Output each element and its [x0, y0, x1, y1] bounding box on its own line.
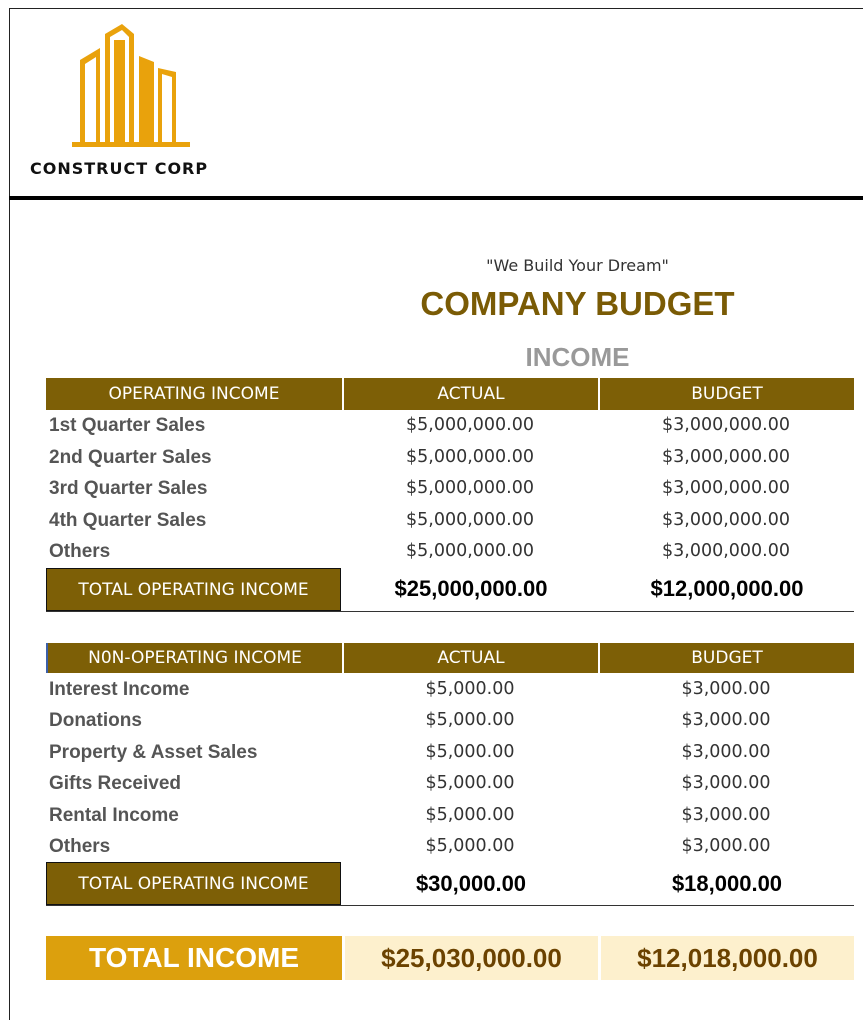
operating-row-actual: $5,000,000.00: [405, 541, 535, 561]
operating-total-label: TOTAL OPERATING INCOME: [46, 568, 341, 611]
non-operating-row-actual: $5,000.00: [425, 710, 515, 730]
budget-column-header: BUDGET: [600, 378, 854, 410]
non-operating-row-label: Donations: [49, 710, 142, 731]
non-operating-row-budget: $3,000.00: [681, 836, 771, 856]
non-operating-row-budget: $3,000.00: [681, 679, 771, 699]
non-operating-row-actual: $5,000.00: [425, 742, 515, 762]
company-name: CONSTRUCT CORP: [30, 159, 209, 178]
non-operating-row-actual: $5,000.00: [425, 836, 515, 856]
section-title: INCOME: [525, 342, 630, 372]
non-operating-row-label: Property & Asset Sales: [49, 742, 258, 763]
operating-row-budget: $3,000,000.00: [661, 447, 791, 467]
operating-total-underline: [46, 611, 854, 612]
budget-column-header: BUDGET: [600, 643, 854, 673]
operating-row-actual: $5,000,000.00: [405, 415, 535, 435]
operating-row-actual: $5,000,000.00: [405, 478, 535, 498]
operating-row-label: 2nd Quarter Sales: [49, 447, 212, 468]
operating-row-budget: $3,000,000.00: [661, 541, 791, 561]
page-top-border: [9, 8, 863, 9]
non-operating-row-budget: $3,000.00: [681, 805, 771, 825]
total-income-budget: $12,018,000.00: [601, 936, 854, 980]
operating-total-budget: $12,000,000.00: [650, 576, 804, 601]
operating-row-actual: $5,000,000.00: [405, 510, 535, 530]
operating-row-label: Others: [49, 541, 111, 562]
non-operating-row-label: Interest Income: [49, 679, 190, 700]
non-operating-row-label: Rental Income: [49, 805, 179, 826]
non-operating-row-actual: $5,000.00: [425, 773, 515, 793]
operating-row-label: 4th Quarter Sales: [49, 510, 207, 531]
non-operating-row-label: Others: [49, 836, 111, 857]
actual-column-header: ACTUAL: [344, 643, 598, 673]
total-income-actual: $25,030,000.00: [345, 936, 598, 980]
non-operating-row-budget: $3,000.00: [681, 773, 771, 793]
non-operating-row-actual: $5,000.00: [425, 679, 515, 699]
operating-row-budget: $3,000,000.00: [661, 415, 791, 435]
non-operating-row-label: Gifts Received: [49, 773, 181, 794]
operating-total-actual: $25,000,000.00: [394, 576, 548, 601]
buildings-logo-icon: [72, 22, 190, 150]
operating-row-actual: $5,000,000.00: [405, 447, 535, 467]
non-operating-income-header: N0N-OPERATING INCOME: [48, 643, 342, 673]
non-operating-row-actual: $5,000.00: [425, 805, 515, 825]
operating-row-budget: $3,000,000.00: [661, 510, 791, 530]
non-operating-total-actual: $30,000.00: [415, 871, 527, 896]
total-income-label: TOTAL INCOME: [46, 936, 342, 980]
tagline: "We Build Your Dream": [486, 256, 669, 275]
non-operating-row-budget: $3,000.00: [681, 710, 771, 730]
non-operating-row-budget: $3,000.00: [681, 742, 771, 762]
header-divider: [9, 196, 863, 200]
actual-column-header: ACTUAL: [344, 378, 598, 410]
page-title: COMPANY BUDGET: [420, 285, 735, 322]
non-operating-total-underline: [46, 905, 854, 906]
non-operating-total-budget: $18,000.00: [671, 871, 783, 896]
page-left-border: [9, 8, 10, 1020]
operating-row-label: 3rd Quarter Sales: [49, 478, 208, 499]
operating-row-budget: $3,000,000.00: [661, 478, 791, 498]
operating-income-header: OPERATING INCOME: [46, 378, 342, 410]
operating-row-label: 1st Quarter Sales: [49, 415, 206, 436]
non-operating-total-label: TOTAL OPERATING INCOME: [46, 862, 341, 905]
